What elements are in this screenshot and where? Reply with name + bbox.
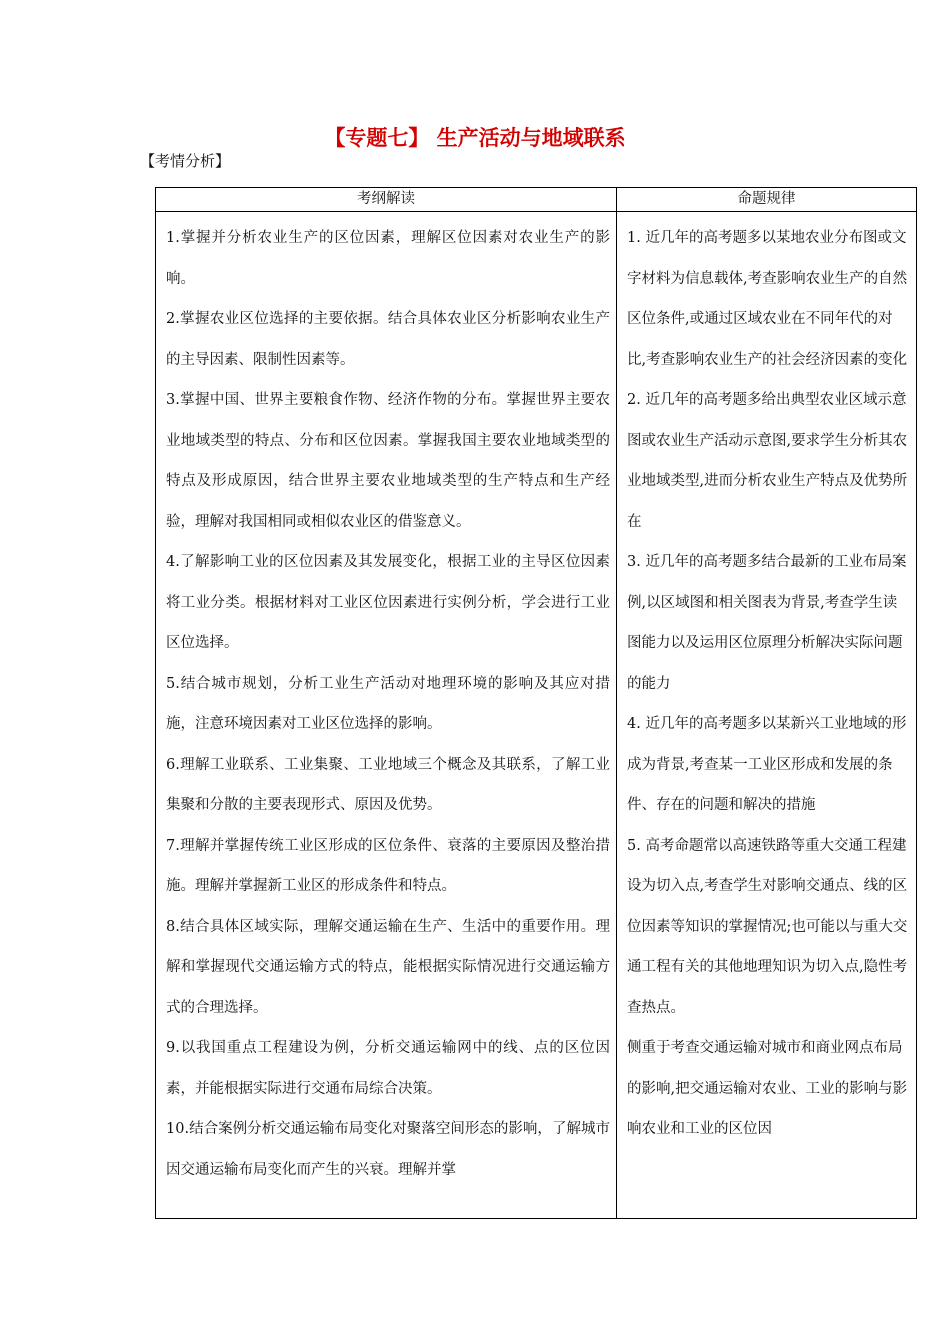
syllabus-item-1: 1.掌握并分析农业生产的区位因素，理解区位因素对农业生产的影响。 bbox=[166, 230, 610, 287]
section-label: 【考情分析】 bbox=[140, 152, 231, 170]
syllabus-item-8: 8.结合具体区域实际，理解交通运输在生产、生活中的重要作用。理解和掌握现代交通运输方式的特点，能根据实际情况进行交通运输方式的合理选择。 bbox=[166, 918, 610, 1016]
table-header-row bbox=[156, 188, 917, 212]
syllabus-item-6: 6.理解工业联系、工业集聚、工业地域三个概念及其联系，了解工业集聚和分散的主要表现形式、原因及优势。 bbox=[166, 756, 610, 813]
pattern-item-2: 2. 近几年的高考题多给出典型农业区域示意图或农业生产活动示意图,要求学生分析其农业地域类型,进而分析农业生产特点及优势所在 bbox=[627, 392, 908, 530]
patterns-cell bbox=[617, 212, 917, 1219]
syllabus-cell bbox=[156, 212, 617, 1219]
header-patterns: 命题规律 bbox=[617, 188, 917, 212]
header-syllabus: 考纲解读 bbox=[156, 188, 617, 212]
pattern-item-1: 1. 近几年的高考题多以某地农业分布图或文字材料为信息载体,考查影响农业生产的自然区位条件,或通过区域农业在不同年代的对比,考查影响农业生产的社会经济因素的变化 bbox=[627, 230, 908, 368]
syllabus-item-2: 2.掌握农业区位选择的主要依据。结合具体农业区分析影响农业生产的主导因素、限制性因素等。 bbox=[166, 311, 610, 368]
table-row bbox=[156, 212, 917, 1219]
syllabus-item-4: 4.了解影响工业的区位因素及其发展变化，根据工业的主导区位因素将工业分类。根据材料对工业区位因素进行实例分析，学会进行工业区位选择。 bbox=[166, 554, 610, 651]
syllabus-item-10: 10.结合案例分析交通运输布局变化对聚落空间形态的影响，了解城市因交通运输布局变化而产生的兴衰。理解并掌 bbox=[166, 1121, 610, 1178]
analysis-table bbox=[155, 187, 917, 1219]
pattern-item-4: 4. 近几年的高考题多以某新兴工业地域的形成为背景,考查某一工业区形成和发展的条件、存在的问题和解决的措施 bbox=[627, 716, 907, 813]
pattern-item-5: 5. 高考命题常以高速铁路等重大交通工程建设为切入点,考查学生对影响交通点、线的区位因素等知识的掌握情况;也可能以与重大交通工程有关的其他地理知识为切入点,隐性考查热点。 bbox=[627, 837, 908, 1016]
pattern-item-3: 3. 近几年的高考题多结合最新的工业布局案例,以区域图和相关图表为背景,考查学生读图能力以及运用区位原理分析解决实际问题的能力 bbox=[627, 554, 907, 692]
syllabus-item-7: 7.理解并掌握传统工业区形成的区位条件、衰落的主要原因及整治措施。理解并掌握新工业区的形成条件和特点。 bbox=[166, 837, 610, 894]
syllabus-item-3: 3.掌握中国、世界主要粮食作物、经济作物的分布。掌握世界主要农业地域类型的特点、分布和区位因素。掌握我国主要农业地域类型的特点及形成原因，结合世界主要农业地域类型的生产特点和生产经验，理解对我国相同或相似农业区的借鉴意义。 bbox=[166, 392, 610, 530]
syllabus-item-9: 9.以我国重点工程建设为例，分析交通运输网中的线、点的区位因素，并能根据实际进行交通布局综合决策。 bbox=[166, 1040, 610, 1097]
syllabus-item-5: 5.结合城市规划，分析工业生产活动对地理环境的影响及其应对措施，注意环境因素对工业区位选择的影响。 bbox=[166, 675, 610, 732]
page-title: 【专题七】 生产活动与地域联系 bbox=[324, 126, 626, 150]
pattern-item-6: 侧重于考查交通运输对城市和商业网点布局的影响,把交通运输对农业、工业的影响与影响农业和工业的区位因 bbox=[627, 1040, 908, 1137]
